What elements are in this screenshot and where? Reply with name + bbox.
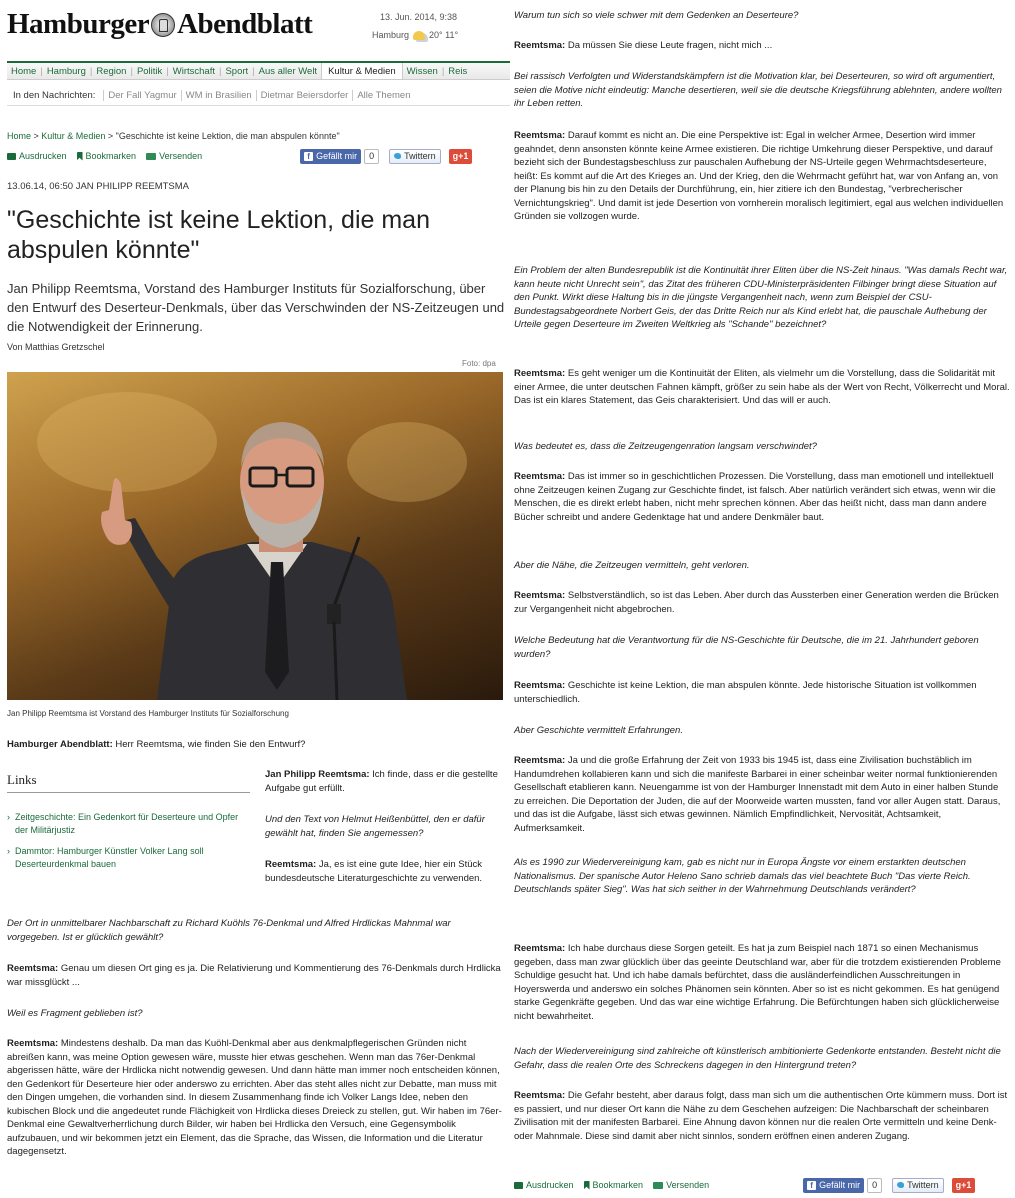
breadcrumb-section[interactable]: Kultur & Medien [41, 131, 106, 141]
bookmark-button[interactable]: Bookmarken [77, 151, 137, 161]
crest-icon [151, 13, 175, 37]
related-link[interactable]: › Dammtor: Hamburger Künstler Volker Lang soll Deserteurdenkmal bauen [7, 845, 250, 871]
related-link[interactable]: › Zeitgeschichte: Ein Gedenkort für Deserteure und Opfer der Militärjustiz [7, 811, 250, 837]
printer-icon [514, 1182, 523, 1189]
nav-item-aus-aller-welt[interactable]: Aus aller Welt [258, 65, 318, 77]
nav-item-reisen[interactable]: Reis [448, 65, 468, 77]
weather-widget [372, 30, 458, 40]
article-meta [7, 181, 189, 192]
related-links [7, 772, 250, 879]
photo-credit: Foto: dpa [462, 359, 496, 368]
photo-caption: Jan Philipp Reemtsma ist Vorstand des Hamburger Instituts für Sozialforschung [7, 709, 289, 718]
share-toolbar [7, 148, 510, 164]
nav-item-home[interactable]: Home [11, 65, 37, 77]
send-button[interactable]: Versenden [653, 1180, 709, 1190]
twitter-bird-icon [394, 153, 401, 159]
question-12: Als es 1990 zur Wiedervereinigung kam, gab es nicht nur in Europa Ängste vor einem erstarkten deutschen Nationalismus. Der spanische Autor Heleno Sano schrieb damals das viel beachtete Buch "Das vierte Reich. Deutschlands später Sieg". Was hat sich seither in der Wahrnehmung Deutschlands verändert? [514, 857, 971, 895]
print-button[interactable]: Ausdrucken [514, 1180, 574, 1190]
printer-icon [7, 153, 16, 160]
answer-7: Reemtsma: Es geht weniger um die Kontinuität der Eliten, als vielmehr um die Vorstellung, dass die Solidarität mit einer Armee, die unter deutschen Fahnen kämpft, größer zu sein habe als der Wert von Recht, Völkerrecht und Moral. Das ist ein klares Statement, das Geis charakterisiert. Und das will er auch. [514, 368, 1010, 406]
weather-temp: 20° 11° [429, 30, 459, 40]
article-title: "Geschichte ist keine Lektion, die man abspulen könnte" [7, 206, 430, 264]
nav-item-wirtschaft[interactable]: Wirtschaft [172, 65, 215, 77]
mail-icon [146, 153, 156, 160]
question-5: Warum tun sich so viele schwer mit dem Gedenken an Deserteure? [514, 10, 799, 21]
answer-12: Reemtsma: Ich habe durchaus diese Sorgen geteilt. Es hat ja zum Beispiel nach 1871 so einen Mechanismus gegeben, dass man zwar glücklich über das geeinte Deutschland war, aber für die trotzdem existierenden Probleme Schuldige gesucht hat. Und ich habe damals befürchtet, dass die ausländerfeindlichen Ausschreitungen in Hoyerswerda und anderswo ein solches Phänomen sein könnten. Aber so ist es nicht gekommen. Es hat genügend starke Gegenkräfte gegeben. Und das war eine wichtige Erfahrung. Die Befürchtungen haben sich glücklicherweise nicht bewahrheitet. [514, 943, 1001, 1022]
article-date: 13.06.14, 06:50 [7, 181, 74, 192]
twitter-button[interactable]: Twittern [892, 1178, 944, 1193]
speaker-illustration [7, 372, 503, 700]
nav-item-wissen[interactable]: Wissen [406, 65, 438, 77]
news-label: In den Nachrichten: [13, 90, 96, 101]
facebook-like-button[interactable]: f Gefällt mir [803, 1178, 864, 1193]
bookmark-icon [584, 1181, 590, 1190]
nav-item-hamburg[interactable]: Hamburg [46, 65, 86, 77]
answer-13: Reemtsma: Die Gefahr besteht, aber daraus folgt, dass man sich um die authentischen Orte kümmern muss. Dort ist es passiert, und nur dieser Ort kann die Nähe zu dem Geschehen aufzeigen: Die Nachbarschaft der scheinbaren Zivilisation mit der manifesten Barbarei. Eine Ahnung davon können nur die realen Orte vermitteln und keine Denk- oder Mahnmale. Diese sind damit aber nicht sinnlos, sondern eröffnen einen anderen Zugang. [514, 1090, 1008, 1142]
answer-2: Reemtsma: Ja, es ist eine gute Idee, hier ein Stück bundesdeutsche Literaturgeschichte zu verwenden. [265, 859, 483, 884]
news-tag[interactable]: Alle Themen [352, 90, 414, 101]
nav-item-sport[interactable]: Sport [225, 65, 249, 77]
facebook-like-count: 0 [364, 149, 379, 164]
main-nav: Home | Hamburg | Region | Politik | Wirtschaft | Sport | Aus aller Welt Kultur & Medien Wissen | Reis [7, 61, 510, 80]
facebook-icon: f [304, 152, 313, 161]
answer-6: Reemtsma: Darauf kommt es nicht an. Die eine Perspektive ist: Egal in welcher Armee, Desertion wird immer geahndet, denn ansonsten könnte keine Armee existieren. Die richtige Umkehrung dieser Perspektive, und darauf bezieht sich der Bundestagsbeschluss zur pauschalen Aufhebung der NS-Urteile gegen Wehrmachtsdeserteure, heißt: Es kommt auf die Art des Krieges an. Und der Krieg, den die Wehrmacht geführt hat, war von Anfang an, von der Planung bis hin zu den Details der Durchführung, ein, hier zitiere ich den Bundestag, "verbrecherischer Vernichtungskrieg". Und damit ist jede Desertion von vornherein moralisch legitimiert, egal aus welchen individuellen Gründen sie vollzogen wurde. [514, 130, 1004, 222]
article-photo [7, 372, 503, 700]
question-6: Bei rassisch Verfolgten und Widerstandskämpfern ist die Motivation klar, bei Deserteuren, so wird oft argumentiert, seien die Motive nicht eindeutig: Manche desertieren, weil sie die deutsche Kriegsführung ablehnten, andere wollten ihr Leben retten. [514, 71, 1002, 109]
print-button[interactable]: Ausdrucken [7, 151, 67, 161]
logo-text-left: Hamburger [7, 8, 150, 40]
question-4: Weil es Fragment geblieben ist? [7, 1008, 143, 1019]
facebook-like-button[interactable]: f Gefällt mir [300, 149, 361, 164]
answer-4: Reemtsma: Mindestens deshalb. Da man das Kuöhl-Denkmal aber aus denkmalpflegerischen Gründen nicht abreißen kann, was meine Option gewesen wäre, musste hier etwas geschehen. Wenn man das 76er-Denkmal abgerissen hätte, wäre der Hrdlicka nicht notwendig gewesen. Und dann hätte man immer noch entscheiden können, den Gedenkort für Deserteure hier oder anderswo zu errichten. Aber das steht alles nicht zur Debatte, man muss mit den Dingen umgehen, die vorhanden sind. In diesem Zusammenhang finde ich Volker Langs Idee, neben den kubischen Block und die angedeutet runde Flächigkeit von Hrdlicka dieses Dreieck zu stellen, gut. Wir haben im 76er-Denkmal eine Gewaltverherrlichung durch Bilder, wir haben bei Hrdlicka den Versuch, eine Gegensymbolik aufzubauen, und wir bekommen jetzt ein Element, das die Sprache, das Wissen, die Information und die Literatur dagegensetzt. [7, 1038, 502, 1157]
nav-item-region[interactable]: Region [96, 65, 127, 77]
answer-10: Reemtsma: Geschichte ist keine Lektion, die man abspulen könnte. Jede historische Situation ist vollkommen unterschiedlich. [514, 680, 977, 705]
news-tag[interactable]: Dietmar Beiersdorfer [256, 90, 353, 101]
breadcrumb-current: "Geschichte ist keine Lektion, die man abspulen könnte" [115, 131, 340, 141]
breadcrumb: Home > Kultur & Medien > "Geschichte ist keine Lektion, die man abspulen könnte" [7, 131, 340, 141]
answer-5: Reemtsma: Da müssen Sie diese Leute fragen, nicht mich ... [514, 40, 773, 51]
answer-1: Jan Philipp Reemtsma: Ich finde, dass er die gestellte Aufgabe gut erfüllt. [265, 769, 498, 794]
google-plus-button[interactable]: g+1 [952, 1178, 976, 1193]
twitter-button[interactable]: Twittern [389, 149, 441, 164]
answer-3: Reemtsma: Genau um diesen Ort ging es ja. Die Relativierung und Kommentierung des 76-Denkmals durch Hrdlicka war missglückt ... [7, 963, 501, 988]
facebook-icon: f [807, 1181, 816, 1190]
bookmark-button[interactable]: Bookmarken [584, 1180, 644, 1190]
article-byline: Von Matthias Gretzschel [7, 342, 105, 352]
header-date: 13. Jun. 2014, 9:38 [380, 12, 458, 22]
twitter-bird-icon [897, 1182, 904, 1188]
weather-city: Hamburg [372, 30, 410, 40]
breadcrumb-home[interactable]: Home [7, 131, 32, 141]
question-3: Der Ort in unmittelbarer Nachbarschaft zu Richard Kuöhls 76-Denkmal und Alfred Hrdlickas Mahnmal war vorgegeben. Ist er glücklich gewählt? [7, 918, 451, 943]
logo-text-right: Abendblatt [177, 8, 313, 40]
mail-icon [653, 1182, 663, 1189]
question-13: Nach der Wiedervereinigung sind zahlreiche oft künstlerisch ambitionierte Gedenkorte entstanden. Besteht nicht die Gefahr, dass die realen Orte des Schreckens dagegen in den Hintergrund treten? [514, 1046, 1001, 1071]
answer-8: Reemtsma: Das ist immer so in geschichtlichen Prozessen. Die Vorstellung, dass man emotionell und intellektuell ohne Zeitzeugen keinen Zugang zur Geschichte findet, ist falsch. Aber natürlich verändert sich etwas, wenn wir die Menschen, die es direkt erlebt haben, nicht mehr sprechen können. Aber das heißt nicht, dass man dann andere Bücher schreibt und andere Gedenktage hat und andere Denkmäler baut. [514, 471, 996, 523]
site-logo[interactable] [7, 8, 312, 41]
nav-item-kultur-medien[interactable]: Kultur & Medien [321, 63, 403, 80]
nav-item-politik[interactable]: Politik [136, 65, 163, 77]
links-heading: Links [7, 772, 250, 793]
question-9: Aber die Nähe, die Zeitzeugen vermitteln, geht verloren. [514, 560, 750, 571]
question-11: Aber Geschichte vermittelt Erfahrungen. [514, 725, 683, 736]
news-tag[interactable]: WM in Brasilien [181, 90, 256, 101]
share-toolbar-bottom [514, 1177, 1012, 1193]
google-plus-button[interactable]: g+1 [449, 149, 473, 164]
right-column [514, 0, 1012, 1198]
bookmark-icon [77, 152, 83, 161]
facebook-like-count: 0 [867, 1178, 882, 1193]
answer-9: Reemtsma: Selbstverständlich, so ist das Leben. Aber durch das Aussterben einer Generation werden die Brücken zur Vergangenheit nicht abgebrochen. [514, 590, 999, 615]
partly-sunny-icon [413, 31, 425, 40]
send-button[interactable]: Versenden [146, 151, 202, 161]
question-1: Hamburger Abendblatt: Herr Reemtsma, wie finden Sie den Entwurf? [7, 739, 306, 750]
question-10: Welche Bedeutung hat die Verantwortung für die NS-Geschichte für Deutsche, die im 21. Jahrhundert geboren wurden? [514, 635, 979, 660]
news-tag[interactable]: Der Fall Yagmur [103, 90, 180, 101]
article-intro: Jan Philipp Reemtsma, Vorstand des Hamburger Instituts für Sozialforschung, über den Entwurf des Deserteur-Denkmals, über das Verschwinden der NS-Zeitzeugen und die Notwendigkeit der Erinnerung. [7, 281, 505, 334]
question-2: Und den Text von Helmut Heißenbüttel, den er dafür gewählt hat, finden Sie angemessen? [265, 814, 485, 839]
question-7: Ein Problem der alten Bundesrepublik ist die Kontinuität ihrer Eliten über die NS-Zeit hinaus. "Was damals Recht war, kann heute nicht Unrecht sein", das Zitat des früheren CDU-Ministerpräsidenten Filbinger bringt diese Situation auf den Punkt. Wirkt diese Haltung bis in die jüngste Vergangenheit nach, wenn zum Beispiel der CSU-Bundestagsabgeordnete Norbert Geis, der das Dritte Reich nur als Kind erlebt hat, die pauschale Aufhebung der Urteile gegen Deserteure im Zweiten Weltkrieg als "Schande" bezeichnet? [514, 265, 1008, 330]
answer-11: Reemtsma: Ja und die große Erfahrung der Zeit von 1933 bis 1945 ist, dass eine Zivilisation buchstäblich im Handumdrehen kollabieren kann und sich die manifeste Barbarei in einer scheinbar weiter normal funktionierenden Gesellschaft etablieren kann. Neuengamme ist von der Hamburger Innenstadt mit dem Auto in einer halben Stunde zu erreichen. Die Deportation der Juden, die auf der Moorweide warten mussten, fand vor aller Augen statt. Daraus, und das ist die Aufgabe, lässt sich etwas gewinnen. Nämlich Empfindlichkeit, Nervosität, Achtsamkeit, Aufmerksamkeit. [514, 755, 1001, 834]
article-author: JAN PHILIPP REEMTSMA [75, 181, 190, 192]
question-8: Was bedeutet es, dass die Zeitzeugengenration langsam verschwindet? [514, 441, 817, 452]
news-bar [7, 86, 510, 106]
